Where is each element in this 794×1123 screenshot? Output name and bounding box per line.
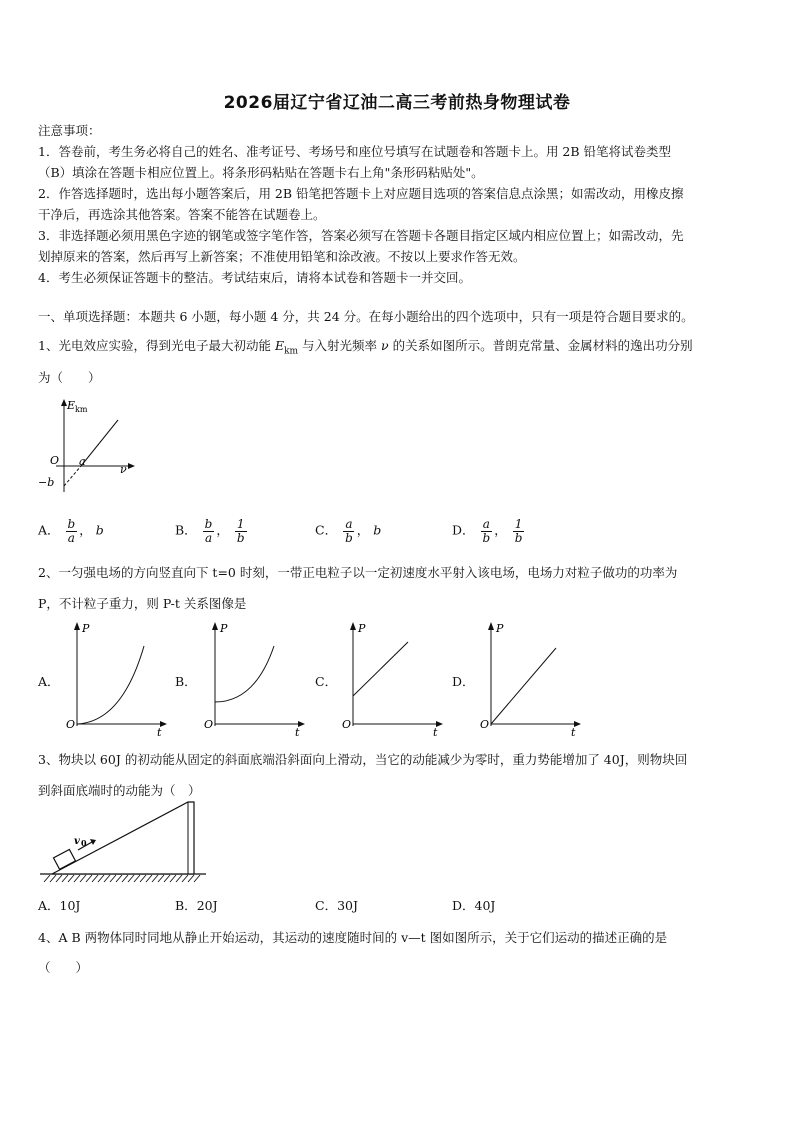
y-intercept-label: −b	[38, 476, 55, 489]
question-2-text-cont: P，不计粒子重力，则 P-t 关系图像是	[38, 596, 247, 611]
q3-incline-diagram	[38, 800, 208, 886]
svg-text:t: t	[157, 726, 162, 736]
question-3-text-cont: 到斜面底端时的动能为（ ）	[38, 783, 201, 798]
v0-label-sub: 0	[81, 838, 87, 848]
y-axis-label: E	[67, 399, 76, 412]
notice-line: 2．作答选择题时，选出每小题答案后，用 2B 铅笔把答题卡上对应题目选项的答案信息点涂黑；如需改动，用橡皮擦	[38, 186, 684, 201]
svg-text:P: P	[358, 622, 366, 635]
q3-option-d[interactable]: D．40J	[452, 898, 496, 913]
q2-option-d-graph[interactable]	[476, 618, 586, 736]
svg-text:P: P	[220, 622, 228, 635]
svg-text:P: P	[82, 622, 90, 635]
svg-text:t: t	[433, 726, 438, 736]
svg-text:t: t	[295, 726, 300, 736]
ek-line	[81, 420, 118, 466]
q2-option-c-label[interactable]: C．	[315, 674, 338, 689]
svg-text:O: O	[66, 718, 76, 731]
y-axis-label-sub: km	[75, 405, 88, 414]
notice-line: 干净后，再选涂其他答案。答案不能答在试题卷上。	[38, 207, 326, 222]
svg-text:t: t	[571, 726, 576, 736]
q2-option-a-label[interactable]: A．	[38, 674, 60, 689]
q1-option-d[interactable]: D． $\frac{a}{b}$ ， $\frac{1}{b}$	[452, 517, 523, 545]
question-1-text-cont: 为（ ）	[38, 370, 101, 385]
q2-option-d-label[interactable]: D．	[452, 674, 475, 689]
q2-option-a-graph[interactable]	[62, 618, 172, 736]
x-axis-arrow	[128, 463, 135, 469]
q1-option-a[interactable]: A． $\frac{b}{a}$ ， b	[38, 517, 104, 545]
svg-text:O: O	[204, 718, 214, 731]
q3-option-b[interactable]: B．20J	[175, 898, 218, 913]
q1-option-c[interactable]: C． $\frac{a}{b}$ ， b	[315, 517, 382, 545]
ground-hatch	[44, 875, 200, 882]
notice-line: 4．考生必须保证答题卡的整洁。考试结束后，请将本试卷和答题卡一并交回。	[38, 270, 471, 285]
notice-heading: 注意事项：	[38, 123, 101, 138]
question-4-text-cont: （ ）	[38, 960, 89, 975]
q2-option-b-graph[interactable]	[200, 618, 310, 736]
svg-text:O: O	[480, 718, 490, 731]
notice-line: 划掉原来的答案，然后再写上新答案；不准使用铅笔和涂改液。不按以上要求作答无效。	[38, 249, 526, 264]
q1-option-b[interactable]: B． $\frac{b}{a}$ ， $\frac{1}{b}$	[175, 517, 245, 545]
x-axis-label: ν	[120, 463, 127, 476]
x-intercept-label: a	[79, 455, 86, 468]
notice-line: （B）填涂在答题卡相应位置上。将条形码粘贴在答题卡右上角"条形码粘贴处"。	[38, 165, 484, 180]
svg-text:O: O	[342, 718, 352, 731]
q2-option-c-graph[interactable]	[338, 618, 448, 736]
question-3-text: 3、物块以 60J 的初动能从固定的斜面底端沿斜面向上滑动，当它的动能减少为零时，重力势能增加了 40J，则物块回	[38, 752, 688, 767]
q2-option-b-label[interactable]: B．	[175, 674, 197, 689]
v0-label: v	[74, 836, 80, 847]
exam-title: 2026届辽宁省辽油二高三考前热身物理试卷	[223, 93, 571, 113]
ek-line-extension	[64, 466, 81, 486]
notice-line: 1．答卷前，考生务必将自己的姓名、准考证号、考场号和座位号填写在试题卷和答题卡上。用 2B 铅笔将试卷类型	[38, 144, 672, 159]
notice-line: 3．非选择题必须用黑色字迹的钢笔或签字笔作答，答案必须写在答题卡各题目指定区域内相应位置上；如需改动，先	[38, 228, 684, 243]
q1-ek-nu-graph	[34, 396, 146, 500]
q3-option-a[interactable]: A．10J	[38, 898, 81, 913]
question-4-text: 4、A B 两物体同时同地从静止开始运动，其运动的速度随时间的 v—t 图如图所示，关于它们运动的描述正确的是	[38, 930, 668, 945]
origin-label: O	[50, 454, 60, 467]
q3-option-c[interactable]: C．30J	[315, 898, 358, 913]
question-2-text: 2、一匀强电场的方向竖直向下 t=0 时刻，一带正电粒子以一定初速度水平射入该电场，电场力对粒子做功的功率为	[38, 565, 678, 580]
section-heading: 一、单项选择题：本题共 6 小题，每小题 4 分，共 24 分。在每小题给出的四个选项中，只有一项是符合题目要求的。	[38, 309, 694, 324]
question-1-text: 1、光电效应实验，得到光电子最大初动能 $E_{km}$ 与入射光频率 ν 的关系如图所示。普朗克常量、金属材料的逸出功分别	[38, 338, 693, 357]
svg-text:P: P	[496, 622, 504, 635]
